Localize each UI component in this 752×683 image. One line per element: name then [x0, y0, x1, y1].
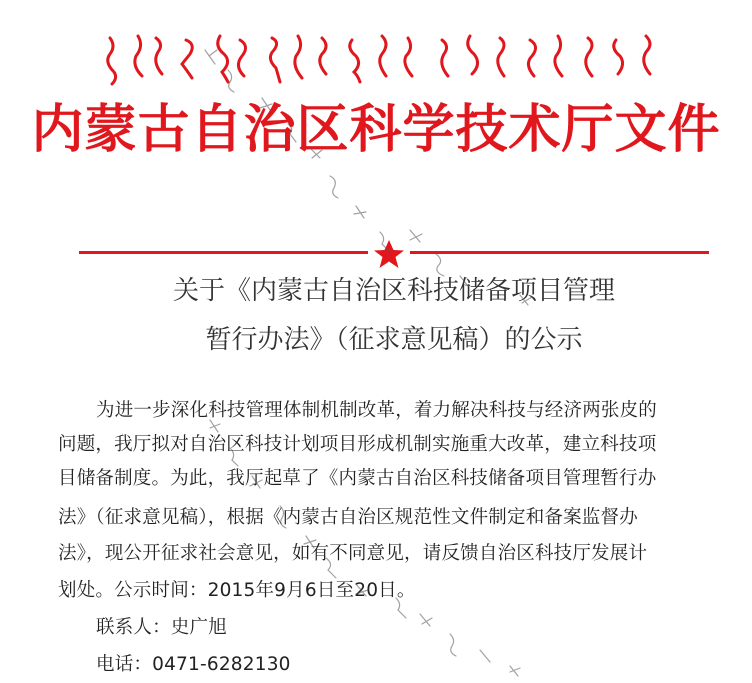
document-title-line-2: 暂行办法》（征求意见稿）的公示: [205, 325, 583, 355]
body-text-line: 目储备制度。为此，我厅起草了《内蒙古自治区科技储备项目管理暂行办: [58, 468, 657, 489]
header-divider-left: [79, 251, 368, 254]
contact-person: 联系人：史广旭: [96, 617, 227, 638]
document-title-line-1: 关于《内蒙古自治区科技储备项目管理: [172, 276, 615, 306]
star-icon: [370, 239, 408, 269]
header-divider-right: [410, 251, 709, 254]
contact-phone: 电话：0471-6282130: [96, 654, 291, 675]
issuing-authority-title: 内蒙古自治区科学技术厅文件: [31, 99, 721, 160]
body-text-line: 问题，我厅拟对自治区科技计划项目形成机制实施重大改革，建立科技项: [58, 434, 657, 455]
mongolian-script-header: [90, 28, 670, 88]
body-text-line: 法》，现公开征求社会意见，如有不同意见，请反馈自治区科技厅发展计: [58, 543, 648, 564]
body-text-line: 为进一步深化科技管理体制机制改革，着力解决科技与经济两张皮的: [96, 400, 658, 421]
body-text-line: 法》（征求意见稿），根据《内蒙古自治区规范性文件制定和备案监督办: [58, 507, 638, 528]
body-text-line: 划处。公示时间：2015年9月6日至20日。: [58, 580, 416, 601]
